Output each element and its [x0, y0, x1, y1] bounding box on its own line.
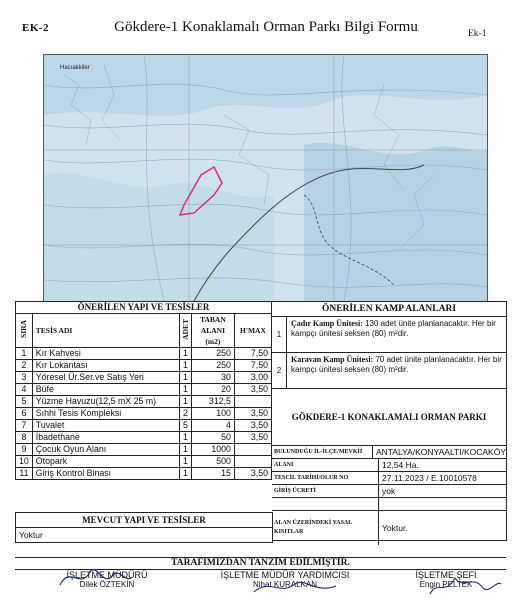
- annex-code: EK-2: [22, 22, 50, 34]
- row-hmax: [234, 396, 271, 408]
- camp-item-no: 2: [272, 353, 287, 388]
- info-value: ANTALYA/KONYAALTI/KOCAKÖY: [375, 447, 506, 457]
- row-hmax: 3,50: [234, 408, 271, 420]
- row-name: Çocuk Oyun Alanı: [32, 444, 179, 456]
- row-no: 11: [16, 468, 33, 480]
- row-hmax: 3,50: [234, 420, 271, 432]
- row-count: 1: [179, 360, 191, 372]
- camp-item-label: Çadır Kamp Ünitesi:: [291, 319, 363, 328]
- col-header-name: TESİS ADI: [32, 314, 179, 348]
- topographic-map: [43, 54, 488, 302]
- row-no: 1: [16, 348, 33, 360]
- row-hmax: [234, 444, 271, 456]
- info-spacer: [272, 498, 506, 511]
- row-count: 1: [179, 444, 191, 456]
- camp-item-no: 1: [272, 317, 287, 352]
- row-no: 10: [16, 456, 33, 468]
- signature-name: Engin PELTEK: [419, 580, 473, 589]
- row-no: 3: [16, 372, 33, 384]
- existing-buildings: [15, 512, 273, 543]
- restrictions-key: ALAN ÜZERİNDEKİ YASAL KISITLAR: [272, 511, 379, 545]
- row-name: Sıhhi Tesis Kompleksi: [32, 408, 179, 420]
- signature-name: Dilek ÖZTEKİN: [79, 580, 135, 589]
- row-name: Giriş Kontrol Binası: [32, 468, 179, 480]
- existing-buildings-title: MEVCUT YAPI VE TESİSLER: [16, 513, 272, 528]
- row-name: Otopark: [32, 456, 179, 468]
- row-name: Kır Lokantası: [32, 360, 179, 372]
- camp-areas-title: ÖNERİLEN KAMP ALANLARI: [272, 302, 506, 317]
- signature-scribble: [425, 570, 505, 600]
- row-area: 15: [191, 468, 234, 480]
- signature-role: İŞLETME ŞEFİ: [415, 570, 477, 580]
- row-area: 250: [191, 360, 234, 372]
- row-name: Kır Kahvesi: [32, 348, 179, 360]
- building-row: [16, 408, 272, 420]
- row-count: 1: [179, 396, 191, 408]
- info-key: TESCİL TARİHİ/OLUR NO: [272, 472, 379, 484]
- row-name: Büfe: [32, 384, 179, 396]
- building-row: [16, 444, 272, 456]
- row-count: 1: [179, 432, 191, 444]
- building-row: [16, 360, 272, 372]
- info-row: [272, 472, 506, 485]
- signature-name: Nihat KURALKAN: [252, 580, 318, 589]
- camp-item-label: Karavan Kamp Ünitesi:: [291, 355, 374, 364]
- row-area: 250: [191, 348, 234, 360]
- row-name: Tuvalet: [32, 420, 179, 432]
- row-area: 30: [191, 372, 234, 384]
- annex-ref: Ek-1: [468, 29, 487, 39]
- row-area: 4: [191, 420, 234, 432]
- row-count: 1: [179, 348, 191, 360]
- info-value: 12,54 Ha.: [382, 460, 419, 470]
- row-area: 1000: [191, 444, 234, 456]
- info-row: [272, 485, 506, 498]
- info-row: [272, 446, 506, 459]
- building-row: [16, 456, 272, 468]
- info-value: 27.11.2023 / E.10010578: [382, 473, 477, 483]
- row-hmax: 3,00: [234, 372, 271, 384]
- building-row: [16, 396, 272, 408]
- row-no: 9: [16, 444, 33, 456]
- row-count: 5: [179, 420, 191, 432]
- camp-item-text: 70 adet ünite planlanacaktır. Her bir kampçı ünitesi seksen (80) m²dir.: [291, 355, 502, 374]
- info-key: ALANI: [272, 459, 379, 471]
- row-no: 8: [16, 432, 33, 444]
- building-row: [16, 432, 272, 444]
- row-hmax: 3,50: [234, 384, 271, 396]
- signature-role: İŞLETME MÜDÜRÜ: [66, 570, 148, 580]
- row-area: 500: [191, 456, 234, 468]
- map-place-label: Hacıakkiler: [60, 65, 90, 71]
- proposed-buildings-title: ÖNERİLEN YAPI VE TESİSLER: [16, 302, 272, 314]
- row-hmax: 7,50: [234, 360, 271, 372]
- row-no: 5: [16, 396, 33, 408]
- form-title: Gökdere-1 Konaklamalı Orman Parkı Bilgi Formu: [114, 19, 418, 35]
- building-row: [16, 420, 272, 432]
- row-hmax: 7,50: [234, 348, 271, 360]
- info-key: GİRİŞ ÜCRETİ: [272, 485, 379, 497]
- row-hmax: 3,50: [234, 432, 271, 444]
- restrictions-value: Yoktur.: [382, 523, 408, 533]
- row-hmax: [234, 456, 271, 468]
- row-name: Yüzme Havuzu(12,5 mX 25 m): [32, 396, 179, 408]
- row-area: 100: [191, 408, 234, 420]
- existing-buildings-value: Yoktur: [19, 530, 43, 540]
- restrictions-row: [272, 511, 506, 545]
- row-name: İbadethane: [32, 432, 179, 444]
- signature-scribble: [55, 560, 135, 596]
- row-count: 2: [179, 408, 191, 420]
- camp-item-text: 130 adet ünite planlanacaktır. Her bir kampçı ünitesi seksen (80) m²dir.: [291, 319, 496, 338]
- row-count: 1: [179, 384, 191, 396]
- col-header-no: SIRA: [19, 320, 29, 338]
- col-header-area: TABAN ALANI (m2): [191, 314, 234, 348]
- building-row: [16, 468, 272, 480]
- row-count: 1: [179, 456, 191, 468]
- info-key: BULUNDUĞU İL-İLÇE/MEVKİİ: [272, 446, 373, 458]
- park-name: GÖKDERE-1 KONAKLAMALI ORMAN PARKI: [272, 389, 506, 446]
- building-row: [16, 384, 272, 396]
- camp-item: [272, 317, 506, 353]
- building-row: [16, 372, 272, 384]
- right-panel: [272, 301, 507, 541]
- info-value: yok: [382, 486, 396, 496]
- row-name: Yöresel Ür.Ser.ve Satış Yeri: [32, 372, 179, 384]
- signature-role: İŞLETME MÜDÜR YARDIMCISI: [220, 570, 350, 580]
- row-no: 7: [16, 420, 33, 432]
- camp-item: [272, 353, 506, 389]
- col-header-hmax: H'MAX: [234, 314, 271, 348]
- row-count: 1: [179, 372, 191, 384]
- row-no: 2: [16, 360, 33, 372]
- col-header-count: ADET: [180, 318, 190, 340]
- row-area: 20: [191, 384, 234, 396]
- row-hmax: 3,50: [234, 468, 271, 480]
- building-row: [16, 348, 272, 360]
- info-row: [272, 459, 506, 472]
- proposed-buildings-table: [15, 301, 272, 480]
- signatures-title: TARAFIMIZDAN TANZİM EDİLMİŞTİR.: [15, 557, 506, 570]
- row-area: 50: [191, 432, 234, 444]
- row-count: 1: [179, 468, 191, 480]
- row-area: 312,5: [191, 396, 234, 408]
- row-no: 4: [16, 384, 33, 396]
- signature-scribble: [250, 574, 340, 600]
- row-no: 6: [16, 408, 33, 420]
